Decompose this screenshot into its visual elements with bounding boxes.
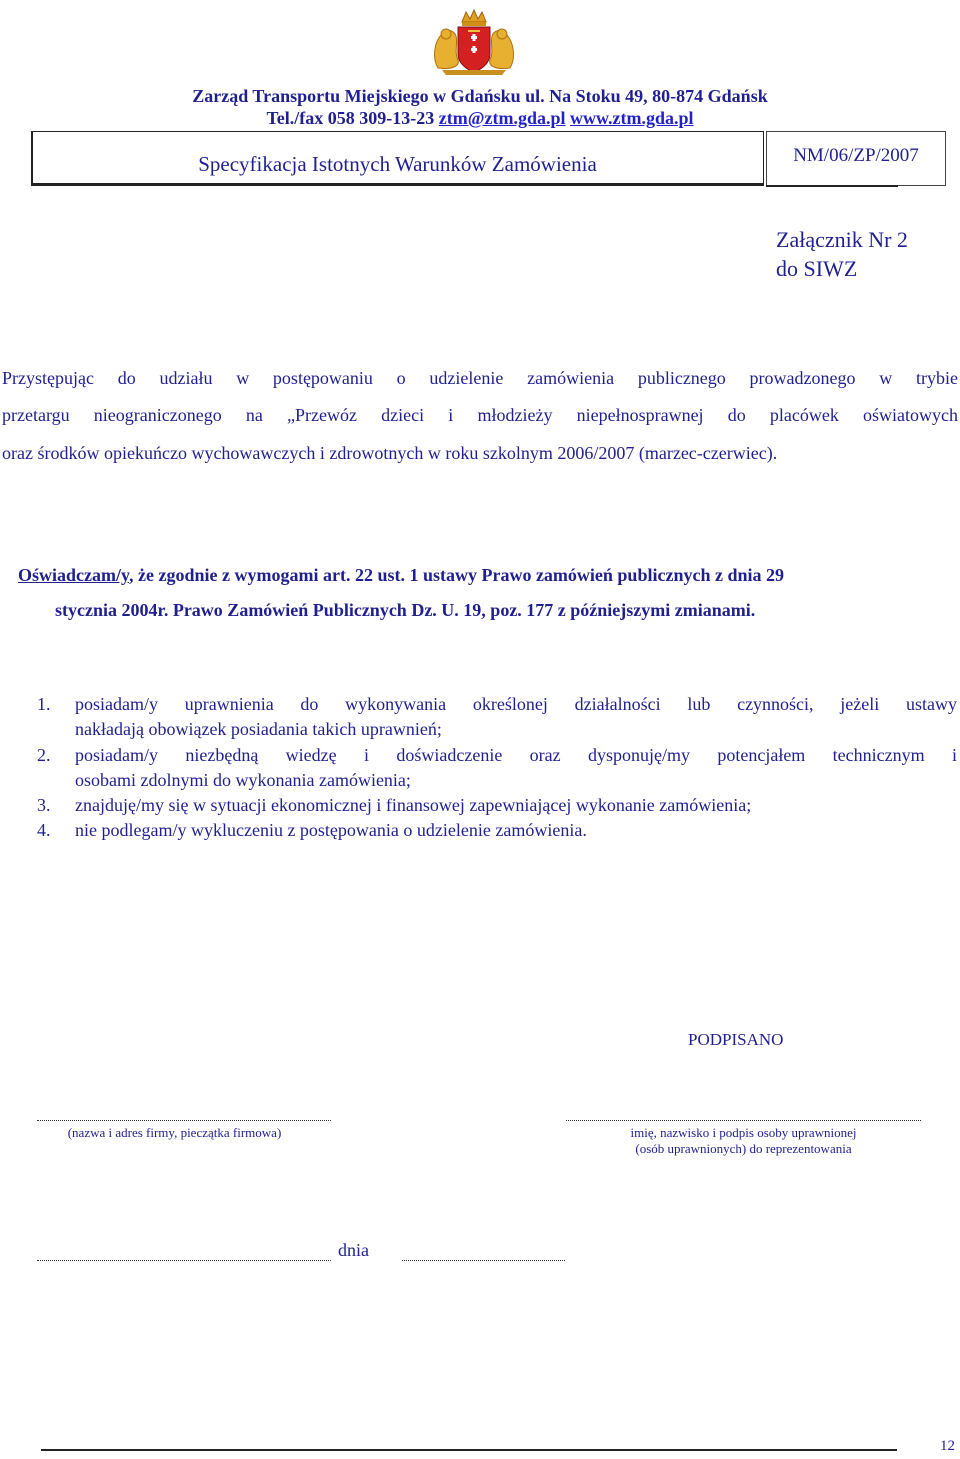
list-item: znajduję/my się w sytuacji ekonomicznej i finansowej zapewniającej wykonanie zamówienia; [75,795,752,815]
intro-line-1: Przystępując do udziału w postępowaniu o udzielenie zamówienia publicznego prowadzonego w trybie [2,368,958,388]
document-title: Specyfikacja Istotnych Warunków Zamówienia [198,152,597,176]
list-item-continuation: osobami zdolnymi do wykonania zamówienia; [75,770,411,790]
list-item-number: 4. [37,820,51,840]
footer-rule [41,1449,897,1451]
attachment-label: Załącznik Nr 2 [776,227,908,252]
list-item-number: 1. [37,694,51,714]
header-phone: Tel./fax 058 309-13-23 [266,108,435,128]
list-item-continuation: nakładają obowiązek posiadania takich uprawnień; [75,719,442,739]
reference-underline [766,185,898,187]
gdansk-coat-of-arms-logo [428,8,520,76]
place-line [37,1260,331,1261]
representative-signature-line [566,1120,921,1121]
list-item: posiadam/y uprawnienia do wykonywania określonej działalności lub czynności, jeżeli ustawy [75,694,957,714]
website-link[interactable]: www.ztm.gda.pl [570,108,694,128]
signed-label: PODPISANO [688,1030,784,1049]
declaration-line-2: stycznia 2004r. Prawo Zamówień Publicznych Dz. U. 19, poz. 177 z późniejszymi zmianami. [55,600,756,620]
attachment-sublabel: do SIWZ [776,256,858,281]
company-signature-caption: (nazwa i adres firmy, pieczątka firmowa) [67,1125,282,1140]
page-number: 12 [940,1438,955,1454]
header-address: Zarząd Transportu Miejskiego w Gdańsku ul. Na Stoku 49, 80-874 Gdańsk [192,86,768,106]
intro-line-3: oraz środków opiekuńczo wychowawczych i zdrowotnych w roku szkolnym 2006/2007 (marzec-czerwiec). [2,443,778,463]
declaration-line-1-text: , że zgodnie z wymogami art. 22 ust. 1 ustawy Prawo zamówień publicznych z dnia 29 [129,565,784,585]
date-label: dnia [338,1240,369,1260]
list-item-number: 2. [37,745,51,765]
representative-caption-line-2: (osób uprawnionych) do reprezentowania [635,1141,852,1156]
company-signature-line [37,1120,331,1121]
header-contact [0,108,960,129]
reference-number: NM/06/ZP/2007 [793,145,919,166]
list-item: nie podlegam/y wykluczeniu z postępowania o udzielenie zamówienia. [75,820,587,840]
declaration-heading: Oświadczam/y [18,565,129,585]
representative-caption-line-1: imię, nazwisko i podpis osoby uprawnionej [630,1125,857,1140]
list-item-number: 3. [37,795,51,815]
intro-line-2: przetargu nieograniczonego na „Przewóz dzieci i młodzieży niepełnosprawnej do placówek oświatowych [2,405,958,425]
declaration-line-1 [18,565,784,586]
date-line [402,1260,565,1261]
email-link[interactable]: ztm@ztm.gda.pl [438,108,566,128]
list-item: posiadam/y niezbędną wiedzę i doświadczenie oraz dysponuję/my potencjałem technicznym i [75,745,957,765]
